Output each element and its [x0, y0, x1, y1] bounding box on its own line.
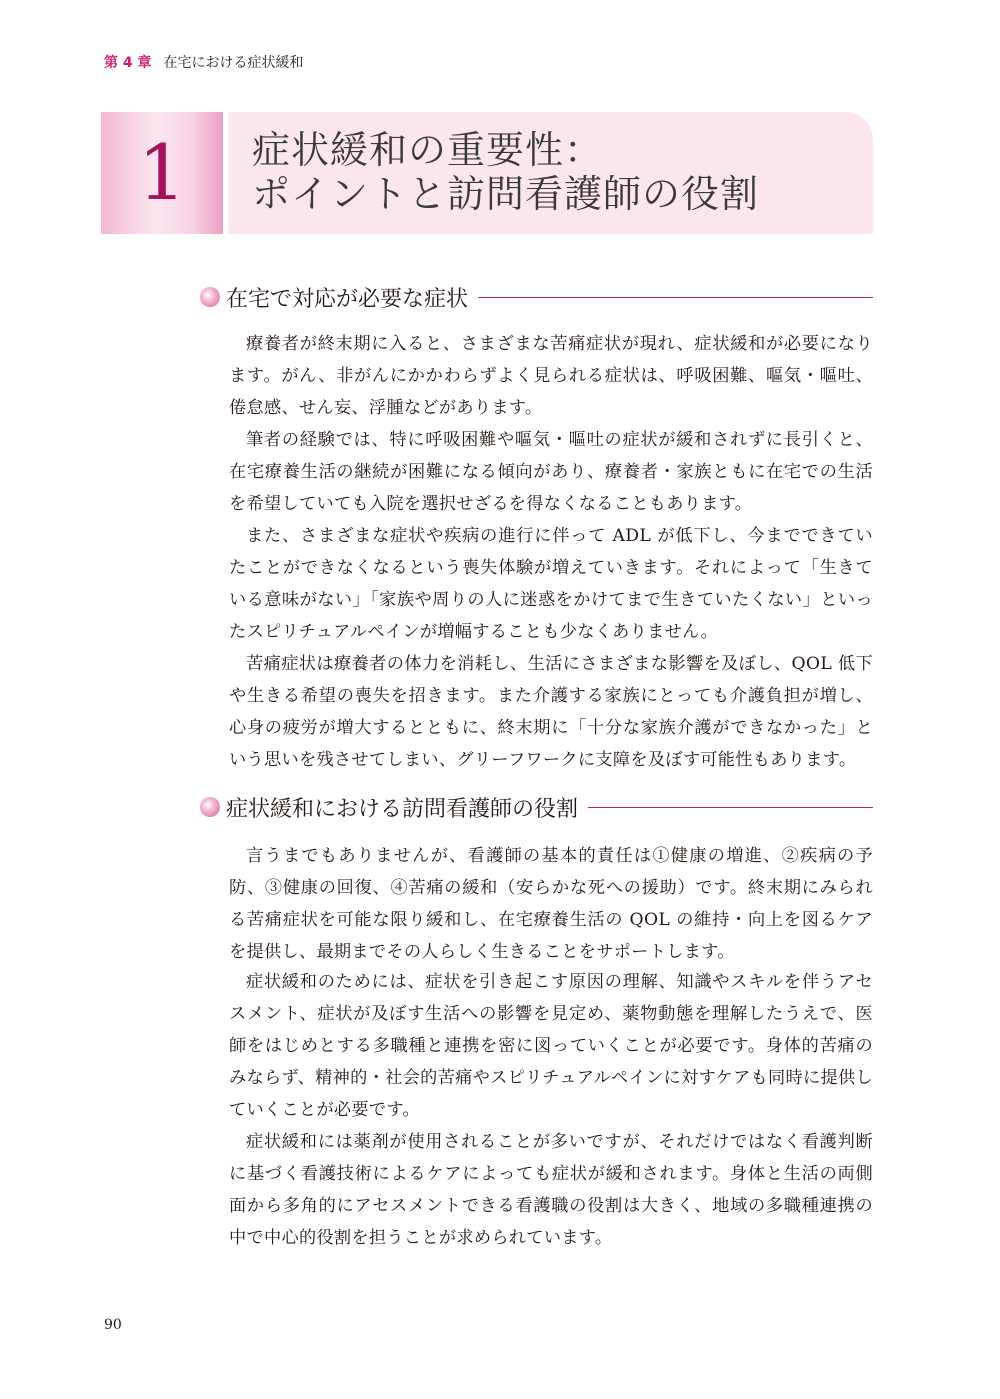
- paragraph: 症状緩和には薬剤が使用されることが多いですが、それだけではなく看護判断に基づく看護技術によるケアによっても症状が緩和されます。身体と生活の両側面から多角的にアセスメントできる看護職の役割は大きく、地域の多職種連携の中で中心的役割を担うことが求められています。: [229, 1132, 873, 1248]
- section-number: 1: [137, 128, 187, 217]
- section-title-line-1: 症状緩和の重要性：: [252, 128, 604, 172]
- paragraph: 療養者が終末期に入ると、さまざまな苦痛症状が現れ、症状緩和が必要になります。がん、非がんにかかわらずよく見られる症状は、呼吸困難、嘔気・嘔吐、倦怠感、せん妄、浮腫などがあります。: [229, 334, 873, 418]
- paragraph: 苦痛症状は療養者の体力を消耗し、生活にさまざまな影響を及ぼし、QOL 低下や生きる希望の喪失を招きます。また介護する家族にとっても介護負担が増し、心身の疲労が増大するとともに、終末期に「十分な家族介護ができなかった」という思いを残させてしまい、グリーフワークに支障を及ぼす可能性もあります。: [229, 654, 873, 770]
- page-number: 90: [104, 1317, 122, 1333]
- section-title-box: [228, 112, 873, 234]
- chapter-title: 在宅における症状緩和: [163, 55, 304, 71]
- chapter-label: 第 4 章: [104, 55, 152, 71]
- subsection-heading-text: 在宅で対応が必要な症状: [226, 286, 469, 312]
- paragraph: 症状緩和のためには、症状を引き起こす原因の理解、知識やスキルを伴うアセスメント、症状が及ぼす生活への影響を見定め、薬物動態を理解したうえで、医師をはじめとする多職種と連携を密に図っていくことが必要です。身体的苦痛のみならず、精神的・社会的苦痛やスピリチュアルペインに対すケアも同時に提供していくことが必要です。: [229, 972, 873, 1120]
- subsection-heading-text: 症状緩和における訪問看護師の役割: [226, 796, 579, 822]
- heading-rule: [588, 807, 873, 808]
- subsection-heading-2: [200, 789, 873, 825]
- paragraph: 筆者の経験では、特に呼吸困難や嘔気・嘔吐の症状が緩和されずに長引くと、在宅療養生活の継続が困難になる傾向があり、療養者・家族ともに在宅での生活を希望していても入院を選択せざるを得なくなることもあります。: [229, 430, 873, 514]
- heading-bullet-icon: [200, 797, 220, 817]
- paragraph: 言うまでもありませんが、看護師の基本的責任は①健康の増進、②疾病の予防、③健康の回復、④苦痛の緩和（安らかな死への援助）です。終末期にみられる苦痛症状を可能な限り緩和し、在宅療養生活の QOL の維持・向上を図るケアを提供し、最期までその人らしく生きることをサポートします。: [229, 846, 873, 962]
- section-title-block: [101, 112, 873, 234]
- heading-bullet-icon: [200, 287, 220, 307]
- section-title-line-2: ポイントと訪問看護師の役割: [252, 172, 760, 216]
- heading-rule: [478, 297, 873, 298]
- running-header: [104, 52, 304, 72]
- paragraph: また、さまざまな症状や疾病の進行に伴って ADL が低下し、今までできていたことができなくなるという喪失体験が増えていきます。それによって「生きている意味がない」「家族や周りの人に迷惑をかけてまで生きていたくない」といったスピリチュアルペインが増幅することも少なくありません。: [229, 526, 873, 642]
- subsection-heading-1: [200, 279, 873, 315]
- section-number-box: [101, 112, 223, 234]
